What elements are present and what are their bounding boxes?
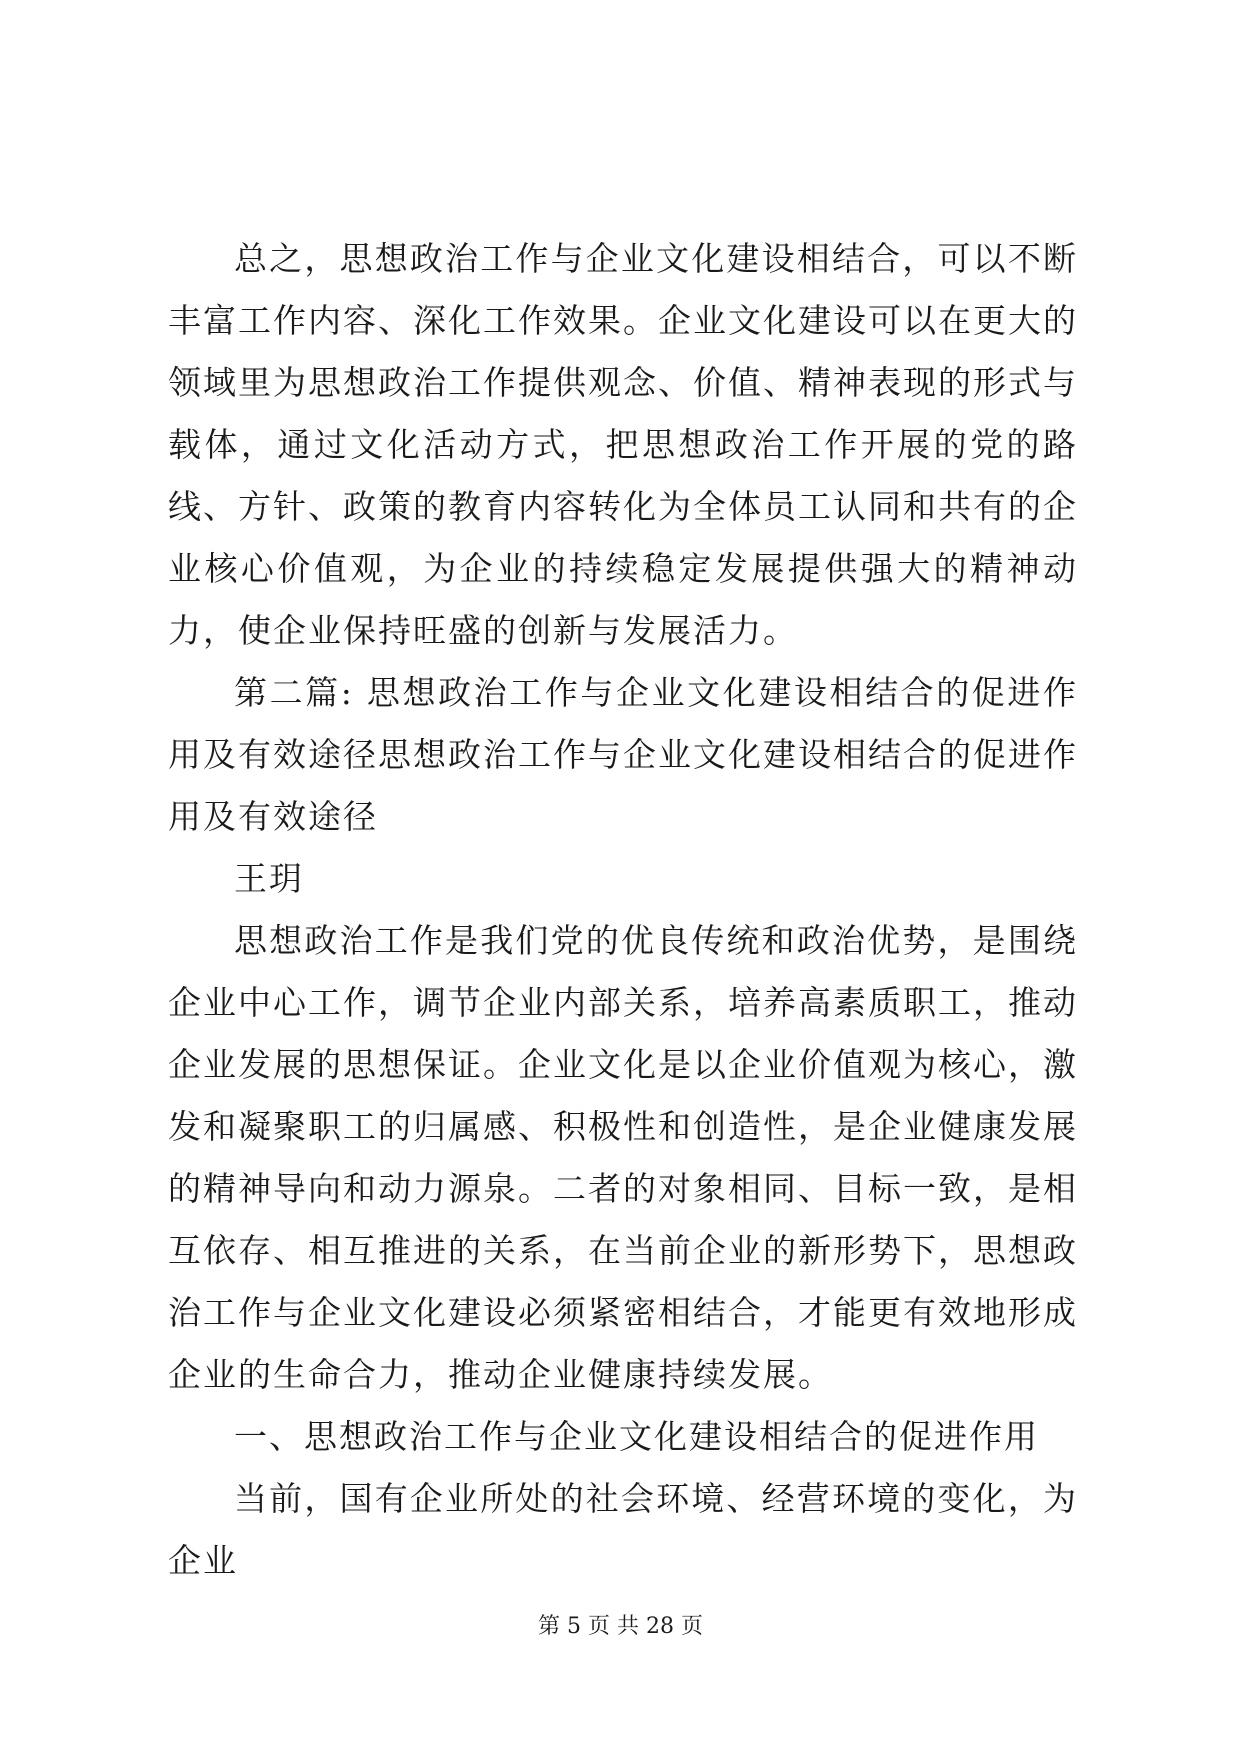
section-heading-one: 一、思想政治工作与企业文化建设相结合的促进作用 — [234, 1417, 1039, 1456]
section-title-part-two: 第二篇: 思想政治工作与企业文化建设相结合的促进作用及有效途径思想政治工作与企业文化建设相结合的促进作用及有效途径 — [168, 673, 1078, 836]
author-name: 王玥 — [234, 859, 304, 898]
document-body — [168, 228, 1078, 1592]
paragraph-current: 当前，国有企业所处的社会环境、经营环境的变化，为企业 — [168, 1479, 1078, 1580]
paragraph-summary: 总之，思想政治工作与企业文化建设相结合，可以不断丰富工作内容、深化工作效果。企业文化建设可以在更大的领域里为思想政治工作提供观念、价值、精神表现的形式与载体，通过文化活动方式，把思想政治工作开展的党的路线、方针、政策的教育内容转化为全体员工认同和共有的企业核心价值观，为企业的持续稳定发展提供强大的精神动力，使企业保持旺盛的创新与发展活力。 — [168, 239, 1078, 650]
paragraph-intro: 思想政治工作是我们党的优良传统和政治优势，是围绕企业中心工作，调节企业内部关系，培养高素质职工，推动企业发展的思想保证。企业文化是以企业价值观为核心，激发和凝聚职工的归属感、积极性和创造性，是企业健康发展的精神导向和动力源泉。二者的对象相同、目标一致，是相互依存、相互推进的关系，在当前企业的新形势下，思想政治工作与企业文化建设必须紧密相结合，才能更有效地形成企业的生命合力，推动企业健康持续发展。 — [168, 921, 1078, 1394]
page-number-footer: 第 5 页 共 28 页 — [538, 1614, 703, 1639]
